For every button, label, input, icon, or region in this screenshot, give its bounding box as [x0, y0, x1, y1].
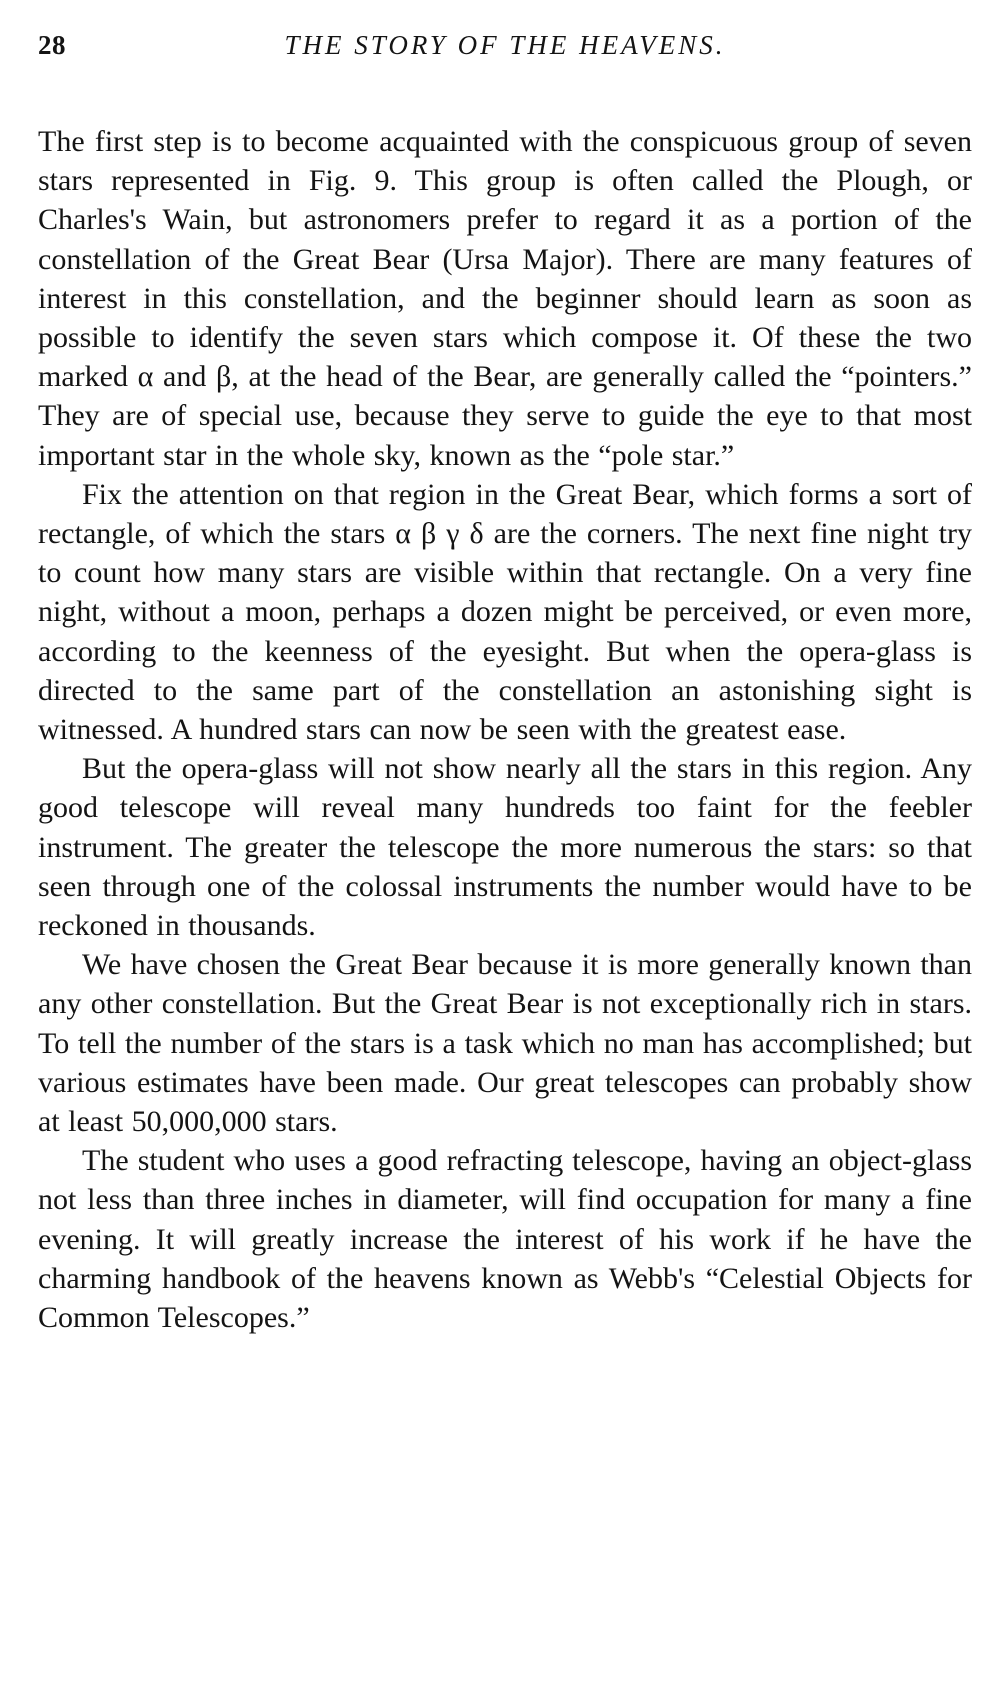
- paragraph-plough: The first step is to become acquainted with the conspicuous group of seven stars represented in Fig. 9. This group is often called the Plough, or Charles's Wain, but astronomers prefer to regard it as a portion of the constellation of the Great Bear (Ursa Major). There are many features of interest in this constellation, and the beginner should learn as soon as possible to identify the seven stars which compose it. Of these the two marked α and β, at the head of the Bear, are generally called the “pointers.” They are of special use, because they serve to guide the eye to that most important star in the whole sky, known as the “pole star.”: [38, 125, 972, 472]
- paragraph-refracting-telescope: The student who uses a good refracting telescope, having an object-glass not less than three inches in diameter, will find occupation for many a fine evening. It will greatly increase the interest of his work if he have the charming handbook of the heavens known as Webb's “Celestial Objects for Common Telescopes.”: [38, 1144, 972, 1335]
- body-text: [38, 122, 972, 1337]
- running-title: THE STORY OF THE HEAVENS.: [284, 30, 726, 60]
- paragraph-opera-glass: But the opera-glass will not show nearly all the stars in this region. Any good telescope will reveal many hundreds too faint for the feebler instrument. The greater the telescope the more numerous the stars: so that seen through one of the colossal instruments the number would have to be reckoned in thousands.: [38, 752, 972, 943]
- running-head: [38, 30, 972, 74]
- paragraph-great-bear: We have chosen the Great Bear because it is more generally known than any other constellation. But the Great Bear is not exceptionally rich in stars. To tell the number of the stars is a task which no man has accomplished; but various estimates have been made. Our great telescopes can probably show at least 50,000,000 stars.: [38, 948, 972, 1139]
- page-number: 28: [38, 30, 66, 60]
- paragraph-rectangle: Fix the attention on that region in the Great Bear, which forms a sort of rectangle, of which the stars α β γ δ are the corners. The next fine night try to count how many stars are visible within that rectangle. On a very fine night, without a moon, perhaps a dozen might be perceived, or even more, according to the keenness of the eyesight. But when the opera-glass is directed to the same part of the constellation an astonishing sight is witnessed. A hundred stars can now be seen with the greatest ease.: [38, 477, 972, 747]
- book-page: [38, 30, 972, 1337]
